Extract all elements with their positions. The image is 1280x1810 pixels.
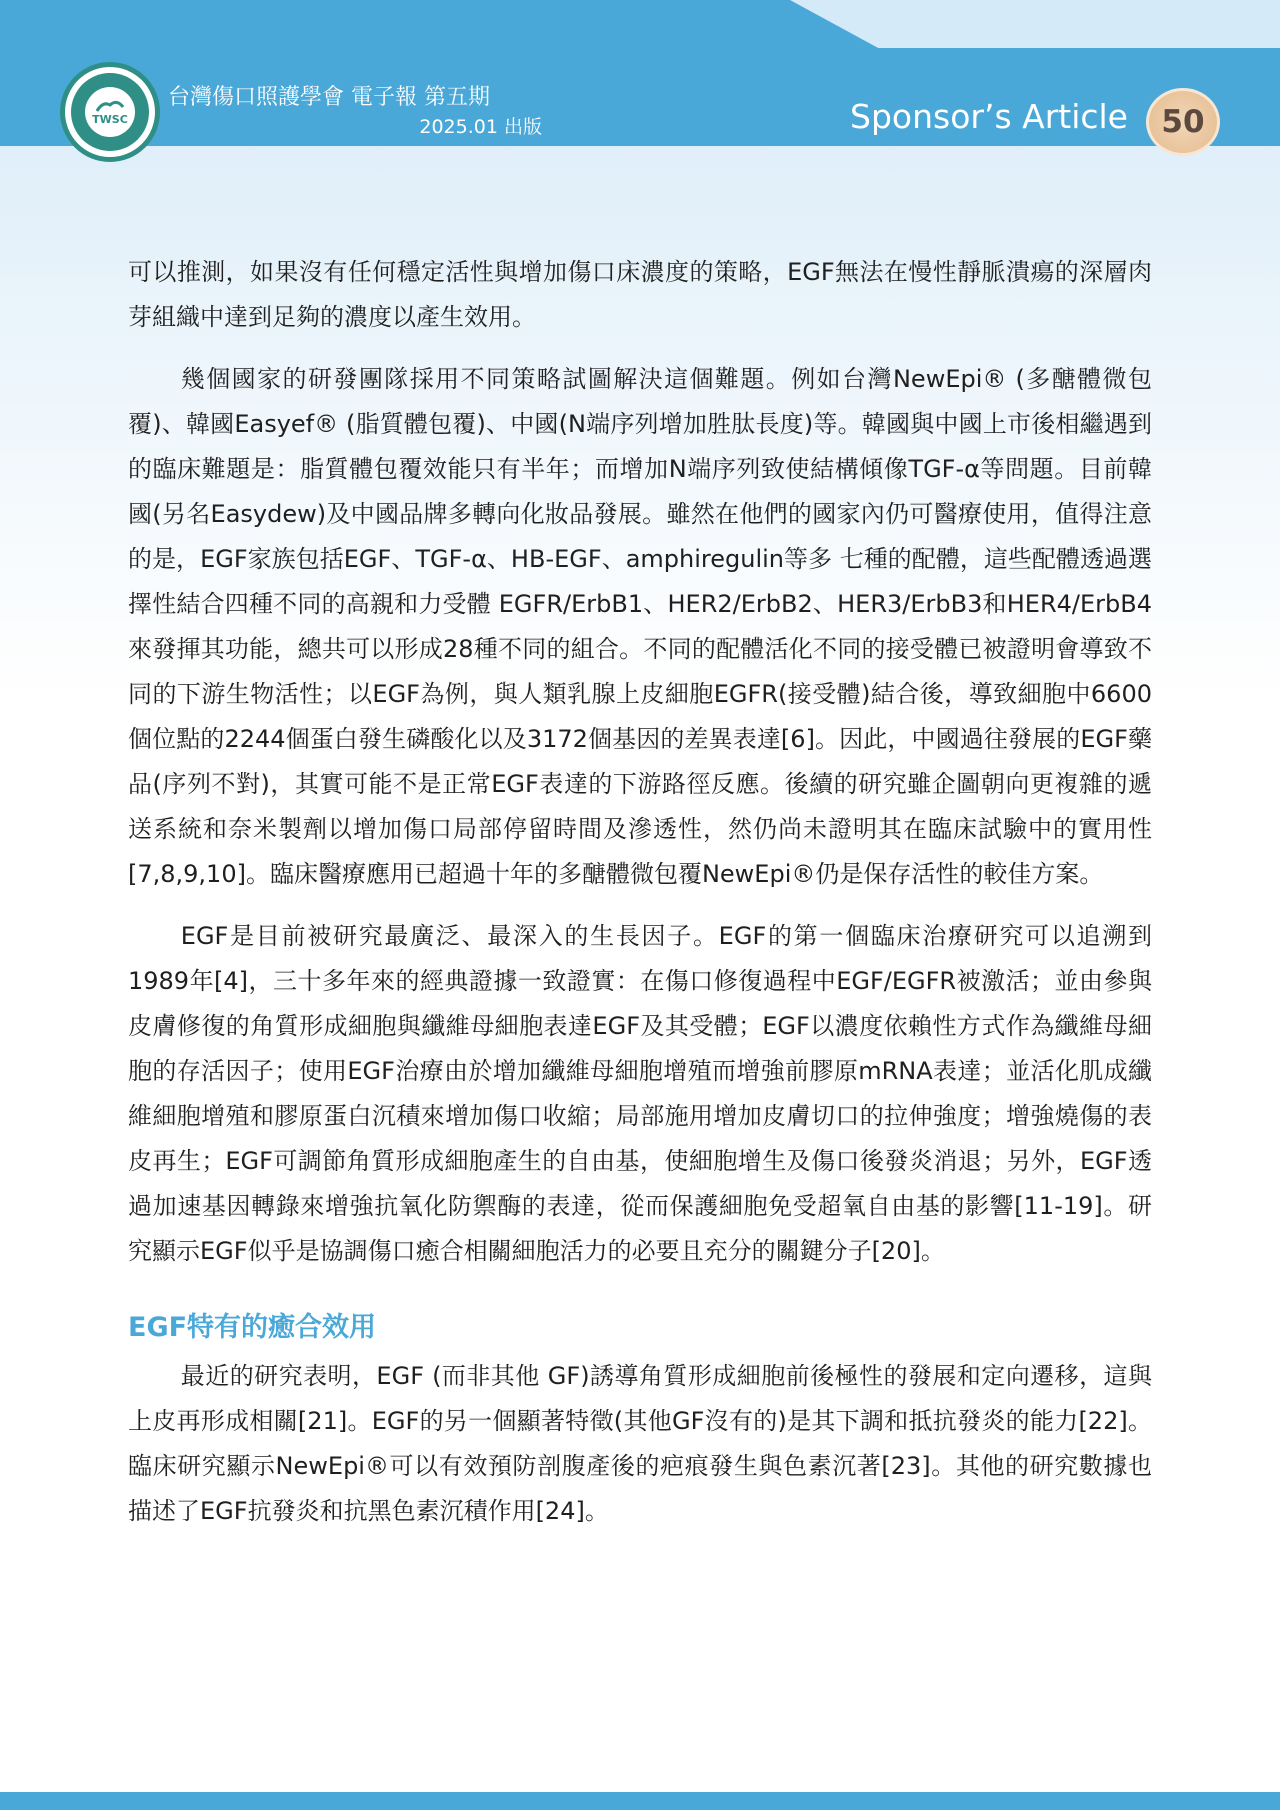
page-number-badge: 50 xyxy=(1146,88,1220,156)
logo-text: TWSC xyxy=(92,112,128,126)
hand-icon xyxy=(95,95,125,115)
logo-ring xyxy=(71,73,149,151)
paragraph: 可以推測，如果沒有任何穩定活性與增加傷口床濃度的策略，EGF無法在慢性靜脈潰瘍的深層肉芽組織中達到足夠的濃度以產生效用。 xyxy=(128,258,1152,331)
section-heading: EGF特有的癒合效用 xyxy=(128,1312,377,1343)
society-logo xyxy=(60,62,160,162)
newsletter-title: 台灣傷口照護學會 電子報 第五期 xyxy=(168,85,490,110)
section-label: Sponsor’s Article xyxy=(850,97,1128,136)
header-corner-accent xyxy=(790,0,1280,48)
logo-emblem xyxy=(85,87,135,137)
issue-date: 2025.01 出版 xyxy=(419,116,542,138)
article-body xyxy=(128,250,1152,1551)
footer-bar xyxy=(0,1792,1280,1810)
paragraph: EGF是目前被研究最廣泛、最深入的生長因子。EGF的第一個臨床治療研究可以追溯到1989年[4]，三十多年來的經典證據一致證實：在傷口修復過程中EGF/EGFR被激活；並由參與皮膚修復的角質形成細胞與纖維母細胞表達EGF及其受體；EGF以濃度依賴性方式作為纖維母細胞的存活因子；使用EGF治療由於增加纖維母細胞增殖而增強前膠原mRNA表達；並活化肌成纖維細胞增殖和膠原蛋白沉積來增加傷口收縮；局部施用增加皮膚切口的拉伸強度；增強燒傷的表皮再生；EGF可調節角質形成細胞產生的自由基，使細胞增生及傷口後發炎消退；另外，EGF透過加速基因轉錄來增強抗氧化防禦酶的表達，從而保護細胞免受超氧自由基的影響[11-19]。研究顯示EGF似乎是協調傷口癒合相關細胞活力的必要且充分的關鍵分子[20]。 xyxy=(128,922,1152,1265)
paragraph: 最近的研究表明，EGF (而非其他 GF)誘導角質形成細胞前後極性的發展和定向遷移，這與上皮再形成相關[21]。EGF的另一個顯著特徵(其他GF沒有的)是其下調和抵抗發炎的能力[22]。臨床研究顯示NewEpi®可以有效預防剖腹產後的疤痕發生與色素沉著[23]。其他的研究數據也描述了EGF抗發炎和抗黑色素沉積作用[24]。 xyxy=(128,1362,1152,1525)
paragraph: 幾個國家的研發團隊採用不同策略試圖解決這個難題。例如台灣NewEpi® (多醣體微包覆)、韓國Easyef® (脂質體包覆)、中國(N端序列增加胜肽長度)等。韓國與中國上市後相繼遇到的臨床難題是：脂質體包覆效能只有半年；而增加N端序列致使結構傾像TGF-α等問題。目前韓國(另名Easydew)及中國品牌多轉向化妝品發展。雖然在他們的國家內仍可醫療使用，值得注意的是，EGF家族包括EGF、TGF-α、HB-EGF、amphiregulin等多 七種的配體，這些配體透過選擇性結合四種不同的高親和力受體 EGFR/ErbB1、HER2/ErbB2、HER3/ErbB3和HER4/ErbB4來發揮其功能，總共可以形成28種不同的組合。不同的配體活化不同的接受體已被證明會導致不同的下游生物活性；以EGF為例，與人類乳腺上皮細胞EGFR(接受體)結合後，導致細胞中6600個位點的2244個蛋白發生磷酸化以及3172個基因的差異表達[6]。因此，中國過往發展的EGF藥品(序列不對)，其實可能不是正常EGF表達的下游路徑反應。後續的研究雖企圖朝向更複雜的遞送系統和奈米製劑以增加傷口局部停留時間及滲透性，然仍尚未證明其在臨床試驗中的實用性[7,8,9,10]。臨床醫療應用已超過十年的多醣體微包覆NewEpi®仍是保存活性的較佳方案。 xyxy=(128,365,1152,888)
